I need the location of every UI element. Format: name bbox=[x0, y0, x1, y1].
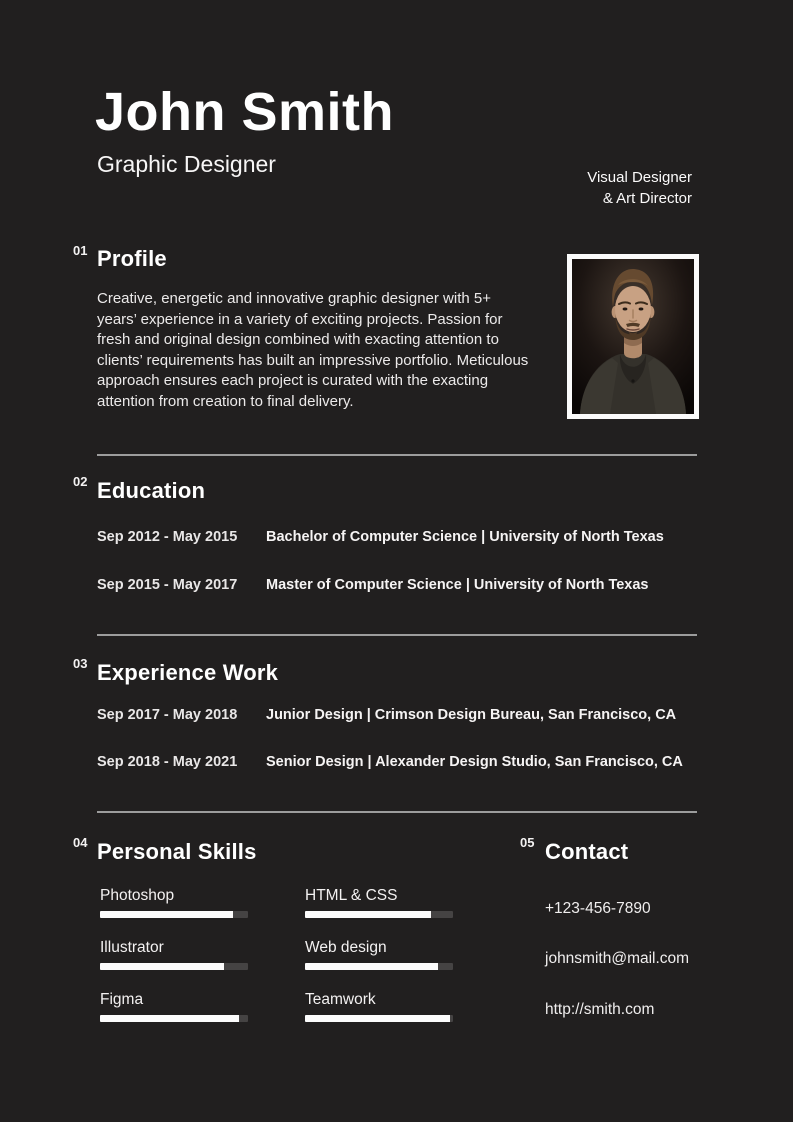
skill-label: Teamwork bbox=[305, 991, 376, 1008]
skill-progress-fill bbox=[100, 963, 224, 970]
section-number-skills: 04 bbox=[73, 835, 88, 850]
skill-progress-track bbox=[305, 1015, 453, 1022]
skill-progress-fill bbox=[305, 963, 438, 970]
education-dates: Sep 2015 - May 2017 bbox=[97, 577, 238, 593]
skill-label: Figma bbox=[100, 991, 144, 1008]
skill-progress-track bbox=[100, 1015, 248, 1022]
skill-item bbox=[100, 887, 248, 918]
skill-item bbox=[305, 887, 453, 918]
skill-label: Web design bbox=[305, 939, 387, 956]
skill-progress-track bbox=[305, 963, 453, 970]
contact-email-link[interactable]: johnsmith@mail.com bbox=[545, 950, 690, 967]
section-divider bbox=[97, 811, 697, 813]
contact-website-link[interactable]: http://smith.com bbox=[545, 1001, 655, 1018]
tagline bbox=[587, 167, 692, 209]
skill-progress-fill bbox=[100, 1015, 239, 1022]
skill-item bbox=[305, 991, 453, 1022]
section-title-skills: Personal Skills bbox=[97, 839, 257, 864]
section-number-education: 02 bbox=[73, 474, 88, 489]
section-number-profile: 01 bbox=[73, 243, 88, 258]
skill-progress-fill bbox=[100, 911, 233, 918]
skill-progress-track bbox=[100, 911, 248, 918]
education-row bbox=[97, 529, 664, 545]
skill-progress-fill bbox=[305, 911, 431, 918]
person-role: Graphic Designer bbox=[97, 151, 276, 177]
contact-phone-link[interactable]: +123-456-7890 bbox=[545, 900, 651, 917]
education-dates: Sep 2012 - May 2015 bbox=[97, 529, 238, 545]
experience-detail: Junior Design | Crimson Design Bureau, San Francisco, CA bbox=[266, 707, 677, 723]
skill-label: Photoshop bbox=[100, 887, 175, 904]
person-name: John Smith bbox=[95, 82, 394, 142]
profile-summary-text: Creative, energetic and innovative graphic designer with 5+ years’ experience in a variety of exciting projects. Passion for fresh and original design combined with exacting attention to clients’ requirements has built an impressive portfolio. Meticulous approach ensures each project is curated with the exacting attention from creation to final delivery. bbox=[97, 290, 529, 410]
experience-row bbox=[97, 707, 676, 723]
experience-detail: Senior Design | Alexander Design Studio, San Francisco, CA bbox=[266, 754, 683, 770]
experience-dates: Sep 2017 - May 2018 bbox=[97, 707, 238, 723]
section-divider bbox=[97, 454, 697, 456]
section-title-contact: Contact bbox=[545, 839, 629, 864]
section-title-profile: Profile bbox=[97, 246, 167, 271]
section-title-education: Education bbox=[97, 478, 206, 503]
skill-label: HTML & CSS bbox=[305, 887, 398, 904]
section-divider bbox=[97, 634, 697, 636]
skill-item bbox=[100, 991, 248, 1022]
section-number-contact: 05 bbox=[520, 835, 535, 850]
skill-label: Illustrator bbox=[100, 939, 164, 956]
skill-item bbox=[100, 939, 248, 970]
skill-progress-track bbox=[305, 911, 453, 918]
section-title-experience: Experience Work bbox=[97, 660, 279, 685]
education-detail: Master of Computer Science | University of North Texas bbox=[266, 577, 649, 593]
skill-progress-fill bbox=[305, 1015, 450, 1022]
education-row bbox=[97, 577, 649, 593]
experience-dates: Sep 2018 - May 2021 bbox=[97, 754, 238, 770]
tagline-line-2: & Art Director bbox=[602, 190, 692, 207]
experience-row bbox=[97, 754, 683, 770]
section-number-experience: 03 bbox=[73, 656, 88, 671]
skill-progress-track bbox=[100, 963, 248, 970]
education-detail: Bachelor of Computer Science | University of North Texas bbox=[266, 529, 664, 545]
tagline-line-1: Visual Designer bbox=[587, 169, 692, 186]
portrait-image bbox=[572, 259, 694, 414]
profile-photo bbox=[567, 254, 699, 419]
skill-item bbox=[305, 939, 453, 970]
